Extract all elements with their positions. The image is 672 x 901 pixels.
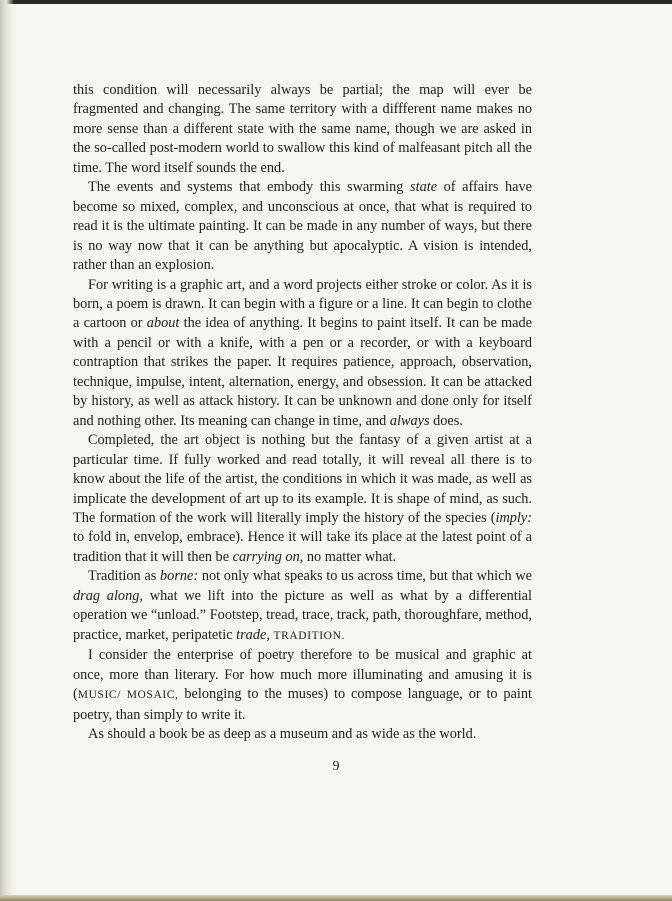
text-run: what we lift into the picture as well as what by a differential operation we “unload.” Footstep, tread, trace, track, path, thoroughfare, method, practice, market, peripatetic bbox=[73, 587, 532, 643]
text-run: not only what speaks to us across time, but that which we bbox=[198, 568, 532, 585]
paragraph bbox=[73, 431, 532, 567]
text-run: no matter what. bbox=[303, 548, 397, 565]
page-top-edge bbox=[0, 0, 672, 4]
text-run: to fold in, envelop, embrace). Hence it will take its place at the latest point of a tradition that it will then be bbox=[73, 529, 532, 565]
text-run: Tradition as bbox=[88, 568, 161, 585]
text-run: this condition will necessarily always be partial; the map will ever be fragmented and changing. The same territory with a diffferent name makes no more sense than a different state with the same name, though we are asked in the so-called post-modern world to swallow this kind of malfeasant pitch all the time. The word itself sounds the end. bbox=[73, 82, 532, 176]
italic-text: state bbox=[410, 179, 438, 196]
paragraph bbox=[73, 81, 532, 178]
paragraph bbox=[73, 178, 532, 275]
italic-text: drag along, bbox=[73, 587, 143, 604]
text-run: belonging to the muses) to compose language, or to paint poetry, than simply to write it. bbox=[73, 686, 532, 723]
italic-text: about bbox=[146, 315, 180, 332]
text-run: does. bbox=[429, 412, 463, 429]
small-caps-text: TRADITION. bbox=[273, 629, 345, 642]
text-run: the idea of anything. It begins to paint itself. It can be made with a pencil or with a knife, with a pen or a recorder, or with a keyboard contraption that strikes the paper. It requires patience, approach, observation, technique, impulse, intent, alternation, energy, and obsession. It can be attacked by history, as well as attack history. It can be unknown and done only for itself and nothing other. Its meaning can change in time, and bbox=[73, 315, 532, 429]
page-number: 9 bbox=[332, 759, 340, 774]
paragraph bbox=[73, 567, 532, 646]
text-run: Completed, the art object is nothing but the fantasy of a given artist at a particular time. If fully worked and read totally, it will reveal all there is to know about the life of the artist, the conditions in which it was made, as well as implicate the development of art up to its example. It is shape of mind, as such. The formation of the work will literally imply the history of the species ( bbox=[73, 432, 532, 526]
paragraph bbox=[73, 725, 532, 744]
italic-text: borne: bbox=[160, 568, 199, 585]
small-caps-text: MUSIC/ MOSAIC, bbox=[77, 689, 179, 702]
italic-text: imply: bbox=[495, 509, 532, 526]
page-bottom-edge bbox=[0, 895, 672, 901]
italic-text: trade, bbox=[236, 626, 270, 643]
body-text bbox=[73, 81, 532, 744]
text-run: The events and systems that embody this swarming bbox=[88, 179, 411, 196]
paragraph bbox=[73, 276, 532, 432]
italic-text: carrying on, bbox=[232, 548, 304, 565]
italic-text: always bbox=[389, 412, 430, 429]
text-run: For writing is a graphic art, and a word projects either stroke or color. As it is born, a poem is drawn. It can begin with a figure or a line. It can begin to clothe a cartoon or bbox=[73, 276, 532, 332]
paragraph bbox=[73, 646, 532, 725]
text-run: I consider the enterprise of poetry therefore to be musical and graphic at once, more than literary. For how much more illuminating and amusing it is ( bbox=[73, 647, 532, 703]
text-run: of affairs have become so mixed, complex, and unconscious at once, that what is required to read it is the ultimate painting. It can be made in any number of ways, but there is no way now that it can be anything but apocalyptic. A vision is intended, rather than an explosion. bbox=[73, 179, 532, 274]
text-run: As should a book be as deep as a museum and as wide as the world. bbox=[88, 725, 477, 742]
